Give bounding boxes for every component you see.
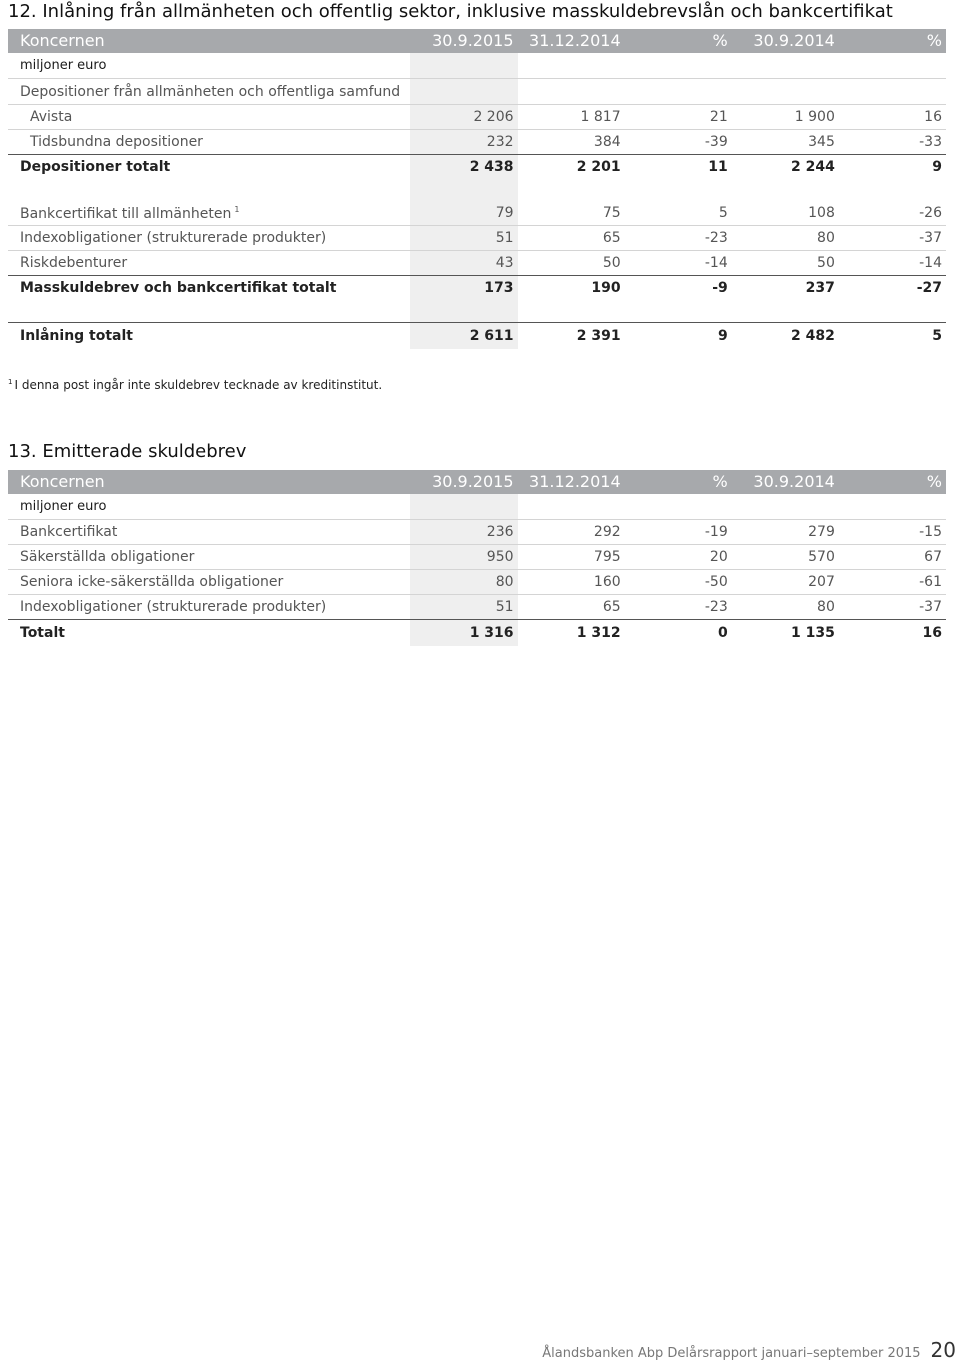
subtotal-row <box>8 155 946 180</box>
units-label: miljoner euro <box>20 499 107 514</box>
cell: 9 <box>839 155 946 180</box>
cell: 108 <box>808 205 835 221</box>
row-label: Indexobligationer (strukturerade produkter) <box>8 595 410 620</box>
cell: -61 <box>839 570 946 595</box>
cell: 65 <box>518 226 625 251</box>
units-label: miljoner euro <box>20 58 107 73</box>
units-row <box>8 53 946 79</box>
cell: 2 244 <box>732 155 839 180</box>
cell: 207 <box>732 570 839 595</box>
table-row <box>8 520 946 545</box>
cell: -39 <box>625 130 732 155</box>
deposits-table <box>8 29 946 349</box>
cell: 80 <box>732 595 839 620</box>
row-label: Masskuldebrev och bankcertifikat totalt <box>8 276 410 301</box>
footnote-marker: 1 <box>234 204 240 214</box>
cell: 67 <box>839 545 946 570</box>
cell: 2 391 <box>518 323 625 350</box>
page-footer <box>542 1338 956 1362</box>
cell: 1 316 <box>410 620 517 647</box>
header-col3: % <box>625 470 732 494</box>
group-label: Depositioner från allmänheten och offentliga samfund <box>8 79 410 105</box>
cell: 50 <box>518 251 625 276</box>
row-label: Inlåning totalt <box>8 323 410 350</box>
section-12-title: 12. Inlåning från allmänheten och offentlig sektor, inklusive masskuldebrevslån och bankcertifikat <box>8 1 893 22</box>
cell: -14 <box>625 251 732 276</box>
cell: 16 <box>839 105 946 130</box>
cell: 16 <box>839 620 946 647</box>
cell: 43 <box>410 251 517 276</box>
header-label: Koncernen <box>8 470 410 494</box>
cell: 950 <box>410 545 517 570</box>
cell: 20 <box>625 545 732 570</box>
cell: -50 <box>625 570 732 595</box>
cell: 5 <box>718 205 728 221</box>
cell: 236 <box>410 520 517 545</box>
cell: -27 <box>839 276 946 301</box>
cell: 190 <box>518 276 625 301</box>
cell: 160 <box>518 570 625 595</box>
cell: 75 <box>602 205 621 221</box>
row-label <box>8 201 410 226</box>
row-label: Depositioner totalt <box>8 155 410 180</box>
cell: 51 <box>410 595 517 620</box>
footnote <box>8 378 382 392</box>
cell: 80 <box>410 570 517 595</box>
group-label-row <box>8 79 946 105</box>
header-col3: % <box>625 29 732 53</box>
table-row <box>8 595 946 620</box>
table-header <box>8 29 946 53</box>
row-label: Avista <box>8 105 410 130</box>
header-col4: 30.9.2014 <box>732 29 839 53</box>
grand-total-row <box>8 323 946 350</box>
row-label: Indexobligationer (strukturerade produkter) <box>8 226 410 251</box>
units-row <box>8 494 946 520</box>
cell: 1 135 <box>732 620 839 647</box>
cell: 2 611 <box>410 323 517 350</box>
cell: 173 <box>410 276 517 301</box>
cell: -19 <box>625 520 732 545</box>
cell: 0 <box>625 620 732 647</box>
cell: 2 438 <box>410 155 517 180</box>
cell: 232 <box>410 130 517 155</box>
table-header <box>8 470 946 494</box>
cell: 21 <box>625 105 732 130</box>
header-col5: % <box>839 29 946 53</box>
cell: 5 <box>839 323 946 350</box>
cell: 9 <box>625 323 732 350</box>
table-row <box>8 201 946 226</box>
table-row <box>8 105 946 130</box>
table-row <box>8 251 946 276</box>
row-label-text: Bankcertifikat till allmänheten <box>20 205 232 222</box>
cell: 795 <box>518 545 625 570</box>
table-row <box>8 570 946 595</box>
cell: -14 <box>839 251 946 276</box>
cell: 65 <box>518 595 625 620</box>
row-label: Säkerställda obligationer <box>8 545 410 570</box>
subtotal-row <box>8 276 946 301</box>
cell: 279 <box>732 520 839 545</box>
header-col2: 31.12.2014 <box>518 29 625 53</box>
row-label: Seniora icke-säkerställda obligationer <box>8 570 410 595</box>
cell: -33 <box>839 130 946 155</box>
footnote-text: I denna post ingår inte skuldebrev tecknade av kreditinstitut. <box>14 378 383 392</box>
row-label: Bankcertifikat <box>8 520 410 545</box>
cell: 345 <box>732 130 839 155</box>
footer-text: Ålandsbanken Abp Delårsrapport januari–september 2015 <box>542 1346 921 1361</box>
cell: 2 482 <box>732 323 839 350</box>
cell: 384 <box>518 130 625 155</box>
header-col4: 30.9.2014 <box>732 470 839 494</box>
cell: -37 <box>839 595 946 620</box>
cell: 79 <box>410 201 517 226</box>
issued-debt-table <box>8 470 946 646</box>
table-row <box>8 545 946 570</box>
row-label: Totalt <box>8 620 410 647</box>
footnote-mark: 1 <box>8 378 13 386</box>
header-col1: 30.9.2015 <box>410 470 517 494</box>
cell: -23 <box>625 595 732 620</box>
cell: -9 <box>625 276 732 301</box>
cell: 1 817 <box>518 105 625 130</box>
cell: 1 312 <box>518 620 625 647</box>
page-number: 20 <box>930 1338 956 1362</box>
cell: 80 <box>732 226 839 251</box>
grand-total-row <box>8 620 946 647</box>
cell: 1 900 <box>732 105 839 130</box>
header-col1: 30.9.2015 <box>410 29 517 53</box>
table-row <box>8 226 946 251</box>
cell: 51 <box>410 226 517 251</box>
cell: -37 <box>839 226 946 251</box>
cell: -23 <box>625 226 732 251</box>
cell: 50 <box>732 251 839 276</box>
cell: 292 <box>518 520 625 545</box>
header-label: Koncernen <box>8 29 410 53</box>
cell: 2 201 <box>518 155 625 180</box>
header-col2: 31.12.2014 <box>518 470 625 494</box>
cell: 11 <box>625 155 732 180</box>
row-label: Tidsbundna depositioner <box>8 130 410 155</box>
cell: 237 <box>732 276 839 301</box>
spacer-row <box>8 300 946 323</box>
section-13-title: 13. Emitterade skuldebrev <box>8 441 247 462</box>
cell: -26 <box>919 205 942 221</box>
header-col5: % <box>839 470 946 494</box>
cell: -15 <box>839 520 946 545</box>
cell: 570 <box>732 545 839 570</box>
table-row <box>8 130 946 155</box>
spacer-row <box>8 179 946 201</box>
row-label: Riskdebenturer <box>8 251 410 276</box>
cell: 2 206 <box>410 105 517 130</box>
